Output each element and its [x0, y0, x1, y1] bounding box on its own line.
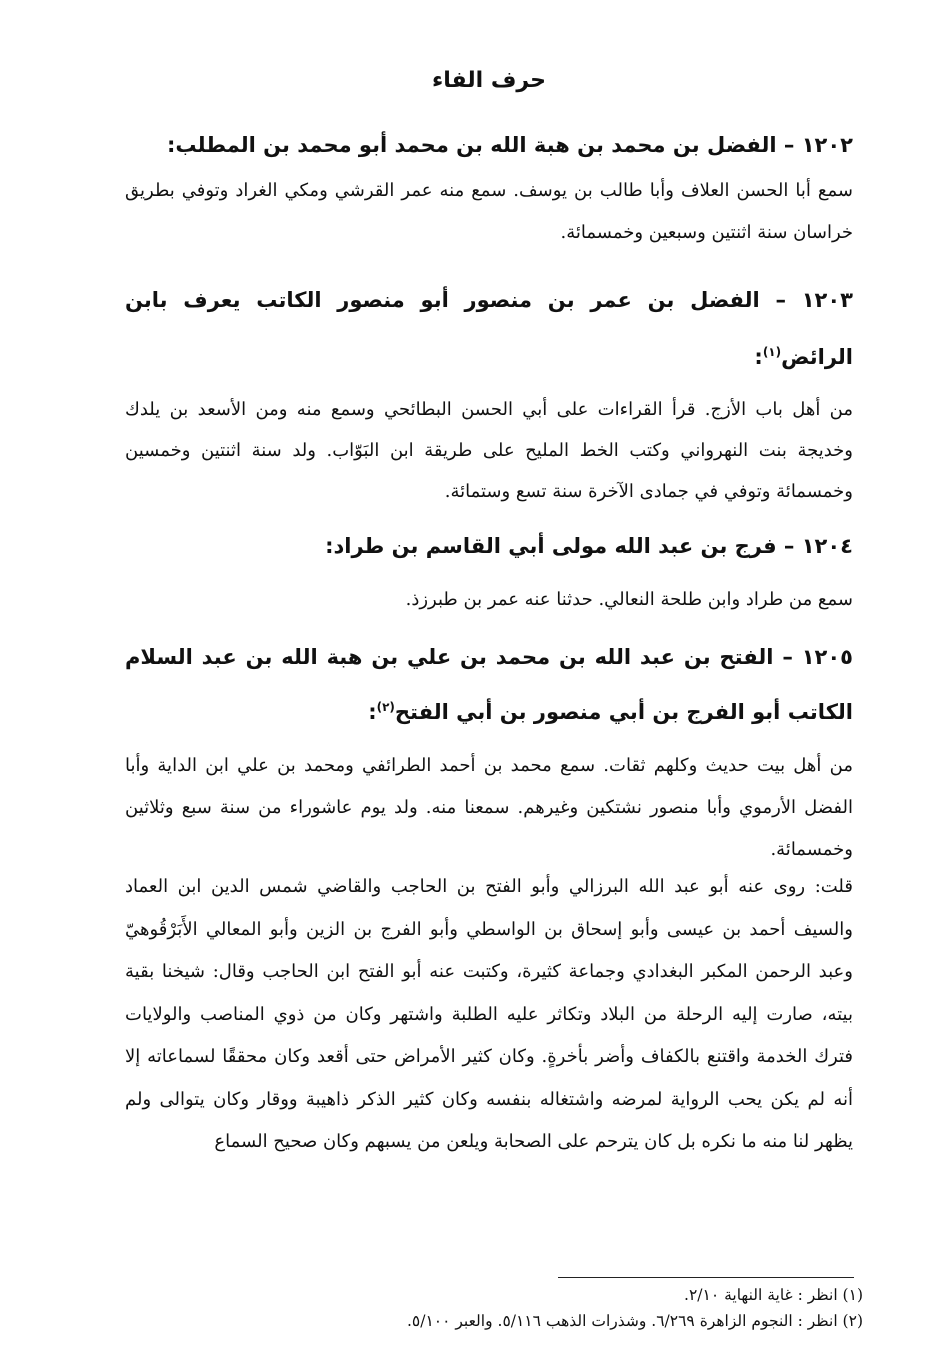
entry-body: سمع أبا الحسن العلاف وأبا طالب بن يوسف. سمع منه عمر القرشي ومكي الغراد وتوفي بطريق خراسان سنة اثنتين وسبعين وخمسمائة. — [125, 180, 853, 243]
entry-heading: ١٢٠٤ – فرج بن عبد الله مولى أبي القاسم بن طراد: — [325, 534, 853, 558]
chapter-title: حرف الفاء — [432, 68, 546, 93]
footnote-1: (١) انظر : غاية النهاية ٢/١٠. — [684, 1286, 863, 1304]
entry-1205 — [125, 632, 853, 871]
author-note: قلت: روى عنه أبو عبد الله البرزالي وأبو الفتح بن الحاجب والقاضي شمس الدين ابن العماد والسيف أحمد بن عيسى وأبو إسحاق بن الواسطي وأبو الفرج بن الزين وأبو المعالي الأَبَرْقُوهيّ وعبد الرحمن المكبر البغدادي وجماعة كثيرة، وكتبت عنه أبو الفتح ابن الحاجب وقال: شيخنا بقية بيته، صارت إليه الرحلة من البلاد وتكاثر عليه الطلبة واشتهر وكان من ذوي المناصب والولايات فترك الخدمة واقتنع بالكفاف وأضر بأخرةٍ. وكان كثير الأمراض حتى أقعد وكان محققًا لسماعاته إلا أنه لم يكن يحب الرواية لمرضه واشتغاله بنفسه وكان كثير الذكر ذاهيبة ووقار وكان يتوالى ولم يظهر لنا منه ما نكره بل كان يترحم على الصحابة ويلعن من يسبهم وكان صحيح السماع — [125, 876, 853, 1152]
entry-heading — [125, 632, 853, 737]
footnote-divider — [558, 1277, 854, 1278]
entry-heading-colon: : — [368, 700, 377, 724]
footnotes — [125, 1282, 863, 1334]
entry-body: من أهل بيت حديث وكلهم ثقات. سمع محمد بن أحمد الطرائفي ومحمد بن علي ابن الداية وأبا الفضل الأرموي وأبا منصور نشتكين وغيرهم. سمعنا منه. ولد يوم عاشوراء من سنة سبع وثلاثين وخمسمائة. — [125, 755, 853, 860]
entry-heading-colon: : — [754, 345, 763, 369]
entry-body: سمع من طراد وابن طلحة النعالي. حدثنا عنه عمر بن طبرزذ. — [405, 589, 853, 610]
entry-heading-text: ١٢٠٥ – الفتح بن عبد الله بن محمد بن علي بن هبة الله بن عبد السلام الكاتب أبو الفرج بن أبي منصور بن أبي الفتح — [125, 645, 853, 724]
entry-1204 — [125, 521, 853, 621]
entry-heading-text: ١٢٠٣ – الفضل بن عمر بن منصور أبو منصور الكاتب يعرف بابن الرائض — [125, 288, 853, 369]
footnote-2: (٢) انظر : النجوم الزاهرة ٦/٢٦٩. وشذرات الذهب ٥/١١٦. والعبر ٥/١٠٠. — [406, 1312, 863, 1330]
entry-1203 — [125, 274, 853, 512]
entry-body: من أهل باب الأزج. قرأ القراءات على أبي الحسن البطائحي وسمع منه ومن الأسعد بن يلدك وخديجة بنت النهرواني وكتب الخط المليح على طريقة ابن البَوّاب. ولد سنة اثنتين وخمسين وخمسمائة وتوفي في جمادى الآخرة سنة تسع وستمائة. — [125, 399, 853, 502]
footnote-ref: (١) — [762, 345, 782, 359]
entry-1202 — [125, 120, 853, 254]
entry-heading — [125, 274, 853, 383]
entry-heading: ١٢٠٢ – الفضل بن محمد بن هبة الله بن محمد أبو محمد بن المطلب: — [167, 133, 853, 157]
footnote-ref: (٢) — [376, 700, 395, 714]
